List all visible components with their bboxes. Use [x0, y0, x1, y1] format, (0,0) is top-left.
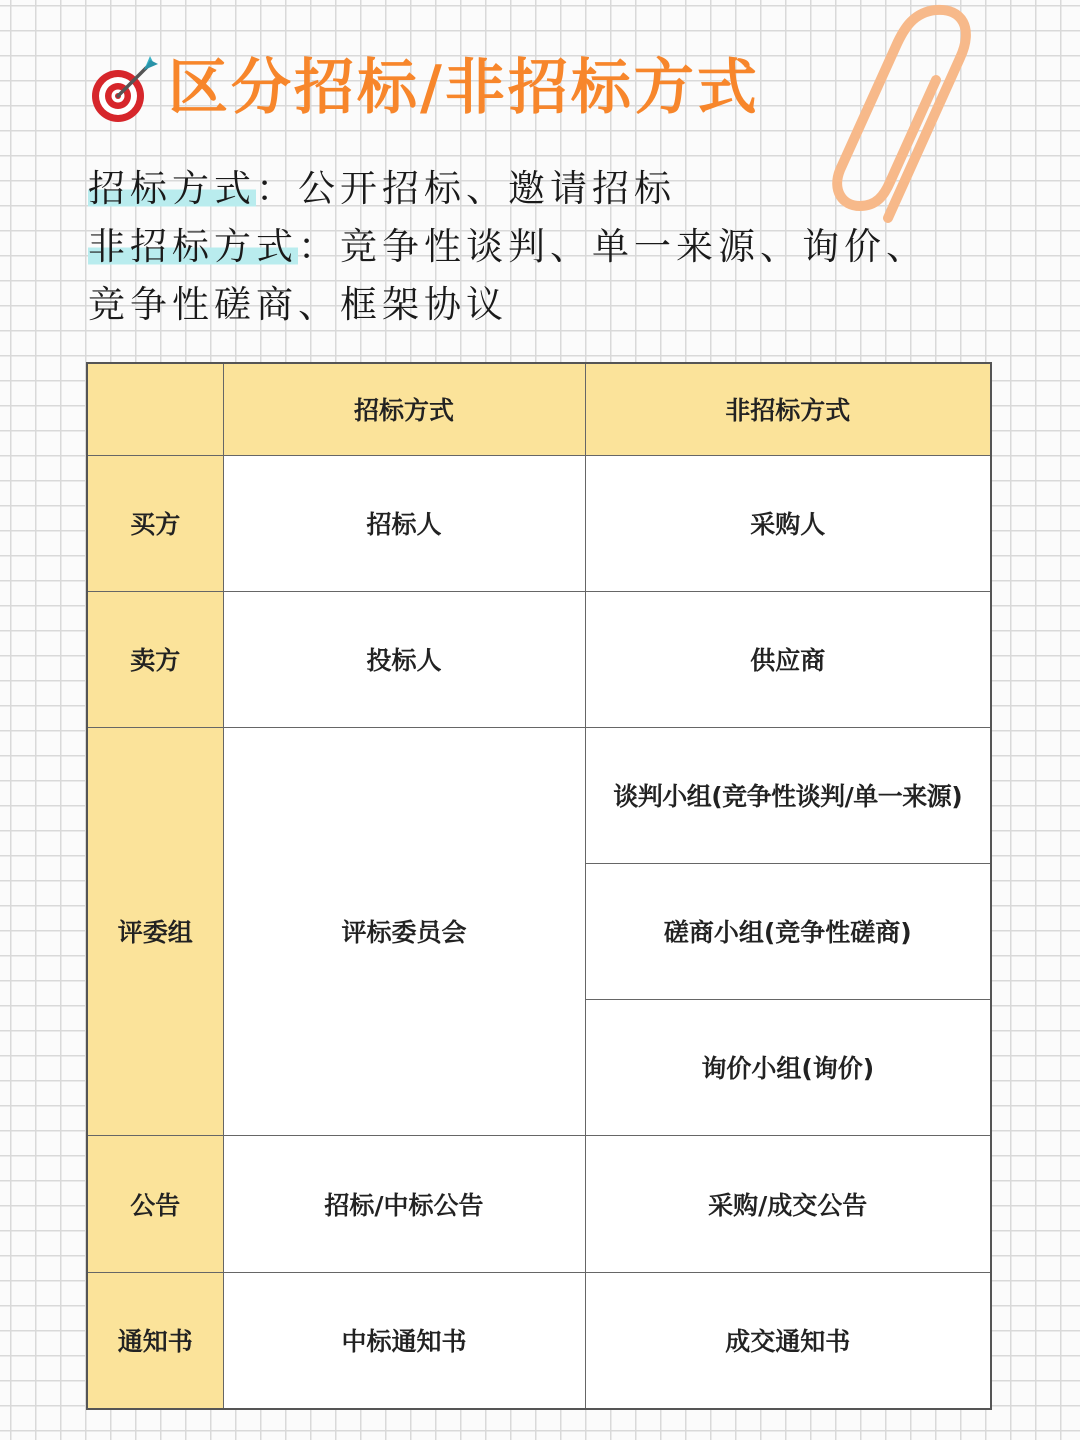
header-nontender: 非招标方式 — [585, 363, 991, 455]
row-label-panel: 评委组 — [87, 727, 223, 1135]
cell-buyer-nontender: 采购人 — [585, 455, 991, 591]
dart-target-icon — [88, 50, 164, 126]
cell-panel-consultation: 磋商小组(竞争性磋商) — [585, 863, 991, 999]
tender-label: 招标方式 — [88, 167, 256, 210]
cell-panel-inquiry: 询价小组(询价) — [585, 999, 991, 1135]
nontender-methods: ：竞争性谈判、单一来源、询价、 — [298, 225, 928, 268]
table-row-notice — [87, 1135, 991, 1272]
table-row-panel — [87, 727, 991, 863]
cell-letter-nontender: 成交通知书 — [585, 1272, 991, 1409]
page-title: 区分招标/非招标方式 — [168, 53, 760, 123]
table-row-seller — [87, 591, 991, 727]
cell-notice-nontender: 采购/成交公告 — [585, 1135, 991, 1272]
comparison-table — [86, 362, 992, 1410]
table-row-buyer — [87, 455, 991, 591]
table-header-row — [87, 363, 991, 455]
cell-notice-tender: 招标/中标公告 — [223, 1135, 585, 1272]
row-label-seller: 卖方 — [87, 591, 223, 727]
title-row — [88, 48, 760, 128]
table-row-letter — [87, 1272, 991, 1409]
cell-seller-tender: 投标人 — [223, 591, 585, 727]
header-corner-cell — [87, 363, 223, 455]
intro-text — [88, 160, 998, 334]
cell-buyer-tender: 招标人 — [223, 455, 585, 591]
nontender-methods-line — [88, 218, 998, 276]
tender-methods: ：公开招标、邀请招标 — [256, 167, 676, 210]
nontender-methods-line-2 — [88, 276, 998, 334]
nontender-label: 非招标方式 — [88, 225, 298, 268]
cell-seller-nontender: 供应商 — [585, 591, 991, 727]
header-tender: 招标方式 — [223, 363, 585, 455]
row-label-letter: 通知书 — [87, 1272, 223, 1409]
row-label-notice: 公告 — [87, 1135, 223, 1272]
cell-panel-negotiation: 谈判小组(竞争性谈判/单一来源) — [585, 727, 991, 863]
cell-letter-tender: 中标通知书 — [223, 1272, 585, 1409]
cell-panel-tender: 评标委员会 — [223, 727, 585, 1135]
tender-methods-line — [88, 160, 998, 218]
row-label-buyer: 买方 — [87, 455, 223, 591]
nontender-methods-cont: 竞争性磋商、框架协议 — [88, 283, 508, 326]
